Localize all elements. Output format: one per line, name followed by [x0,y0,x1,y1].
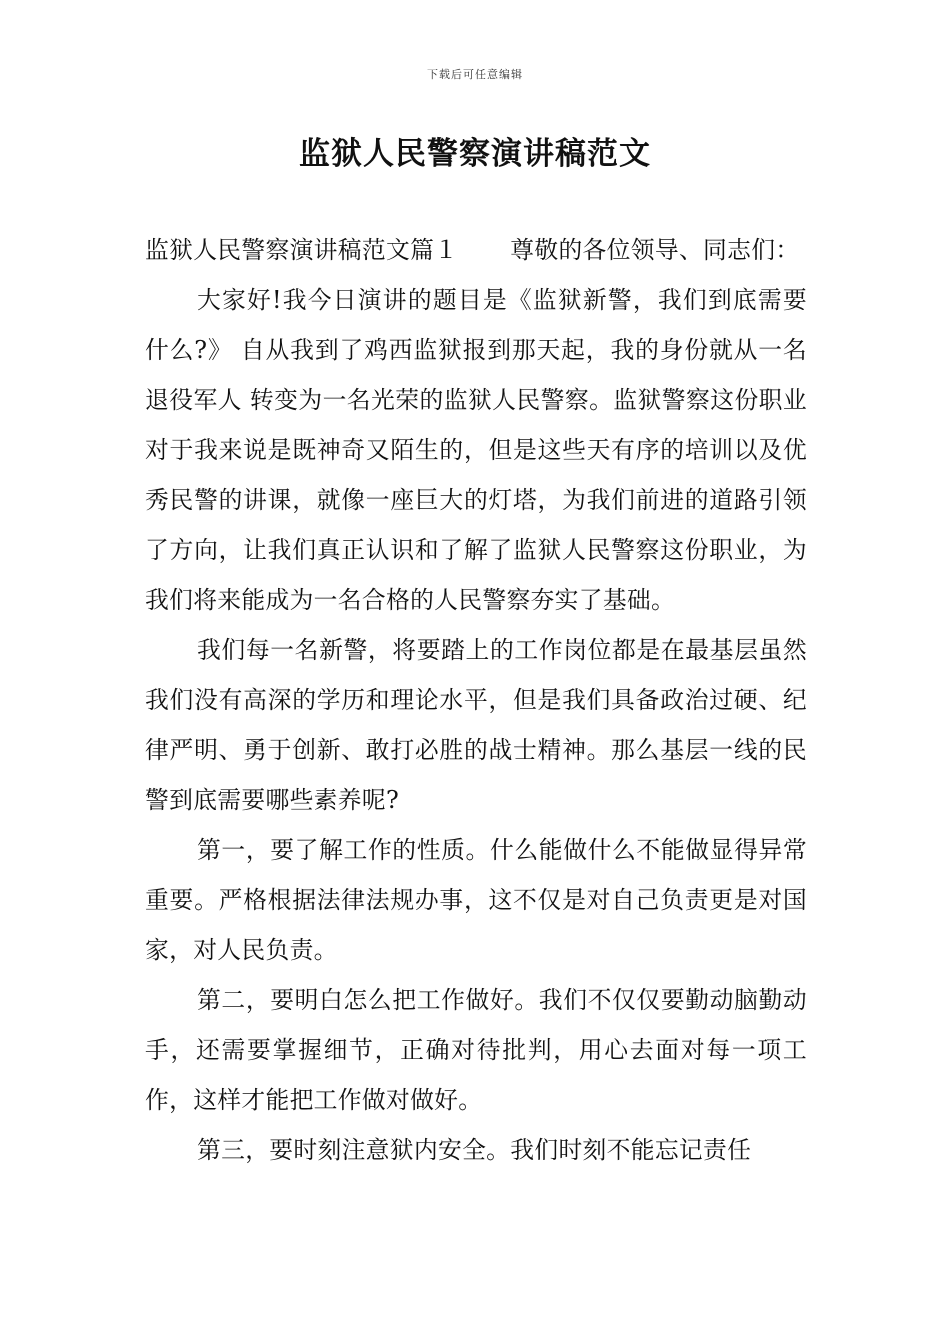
paragraph-5: 第三，要时刻注意狱内安全。我们时刻不能忘记责任 [197,1136,752,1164]
intro-line [145,225,807,275]
document-title: 监狱人民警察演讲稿范文 [299,136,651,172]
header-note: 下载后可任意编辑 [427,68,523,81]
paragraph-1: 大家好!我今日演讲的题目是《监狱新警，我们到底需要什么?》 自从我到了鸡西监狱报到那天起，我的身份就从一名退役军人 转变为一名光荣的监狱人民警察。监狱警察这份职业对于我来说是既神奇又陌生的，但是这些天有序的培训以及优秀民警的讲课，就像一座巨大的灯塔，为我们前进的道路引领了方向，让我们真正认识和了解了监狱人民警察这份职业，为我们将来能成为一名合格的人民警察夯实了基础。 [145,286,807,614]
salutation: 尊敬的各位领导、同志们： [510,236,800,264]
document-body [145,225,807,1175]
paragraph-2: 我们每一名新警，将要踏上的工作岗位都是在最基层虽然我们没有高深的学历和理论水平，但是我们具备政治过硬、纪律严明、勇于创新、敢打必胜的战士精神。那么基层一线的民警到底需要哪些素养呢? [145,636,807,814]
article-label: 监狱人民警察演讲稿范文篇１ [145,236,459,264]
paragraph-3: 第一，要了解工作的性质。什么能做什么不能做显得异常重要。严格根据法律法规办事，这不仅是对自己负责更是对国家，对人民负责。 [145,836,807,964]
paragraph-4: 第二，要明白怎么把工作做好。我们不仅仅要勤动脑勤动手，还需要掌握细节，正确对待批判，用心去面对每一项工作，这样才能把工作做对做好。 [145,986,807,1114]
